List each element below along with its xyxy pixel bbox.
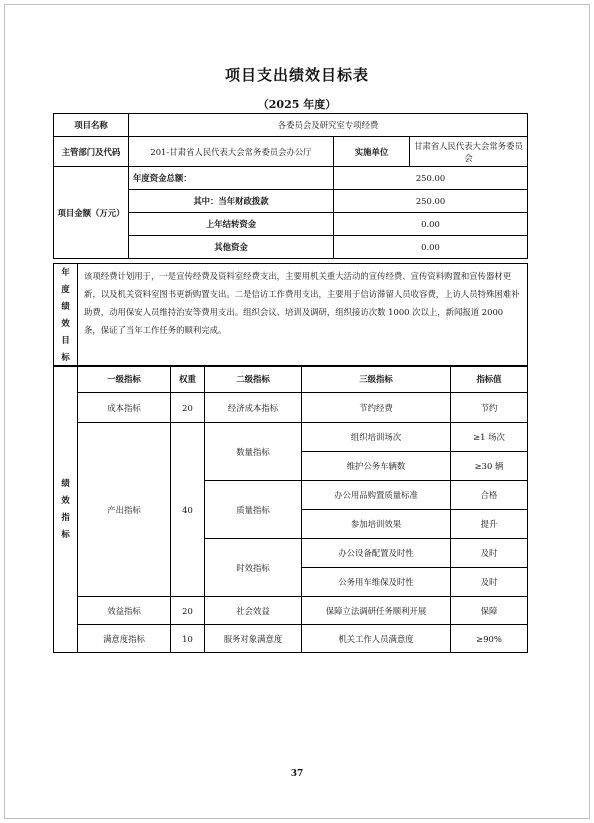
quality-value-2: 提升 [451,510,528,539]
header-l3: 三级指标 [302,366,451,393]
amount-total-label: 年度资金总额： [129,167,334,190]
satisfaction-value: ≥90% [451,625,528,653]
cost-l3: 节约经费 [302,393,451,423]
year-label: （2025 年度） [257,98,337,111]
benefit-l3: 保障立法调研任务顺利开展 [302,597,451,625]
amount-label: 项目金额（万元） [54,167,129,259]
cost-l1: 成本指标 [78,393,171,423]
project-name-value: 各委员会及研究室专项经费 [129,114,528,137]
qty-value-1: ≥1 场次 [451,423,528,452]
benefit-l2: 社会效益 [205,597,302,625]
goal-label-char: 绩 [61,301,70,311]
amount-other-label: 其他资金 [129,236,334,259]
indicator-table [53,365,528,653]
quality-l2: 质量指标 [205,481,302,539]
qty-l3-1: 组织培训场次 [302,423,451,452]
header-l2: 二级指标 [205,366,302,393]
goal-label-char: 标 [61,352,70,362]
amount-carryover-label: 上年结转资金 [129,213,334,236]
benefit-weight: 20 [171,597,205,625]
satisfaction-l2: 服务对象满意度 [205,625,302,653]
quality-value-1: 合格 [451,481,528,510]
qty-l3-2: 维护公务车辆数 [302,452,451,481]
time-value-2: 及时 [451,568,528,597]
goal-table [53,263,528,367]
header-weight: 权重 [171,366,205,393]
info-table [53,113,528,259]
goal-text: 该项经费计划用于，一是宣传经费及资料室经费支出，主要用机关重大活动的宣传经费、宣传资料购置和宣传器材更新，以及机关资料室图书更新购置支出。二是信访工作费用支出，主要用于信访滞留人员收容费，上访人员特殊困难补助费，动用保安人员维持治安等费用支出。组织会议、培训及调研，组织接访次数 1000 次以上，新闻报道 2000 条，保证了当年工作任务的顺利完成。 [78,264,528,367]
output-l1: 产出指标 [78,423,171,597]
perf-label-char: 绩 [61,478,70,488]
time-l3-1: 办公设备配置及时性 [302,539,451,568]
amount-total-value: 250.00 [334,167,528,190]
perf-label-char: 标 [61,529,70,539]
time-l2: 时效指标 [205,539,302,597]
amount-other-value: 0.00 [334,236,528,259]
amount-fiscal-label: 其中：当年财政拨款 [129,190,334,213]
goal-label-char: 度 [61,284,70,294]
qty-l2: 数量指标 [205,423,302,481]
time-value-1: 及时 [451,539,528,568]
cost-value: 节约 [451,393,528,423]
dept-value: 201-甘肃省人民代表大会常务委员会办公厅 [129,137,334,167]
satisfaction-weight: 10 [171,625,205,653]
amount-fiscal-value: 250.00 [334,190,528,213]
quality-l3-1: 办公用品购置质量标准 [302,481,451,510]
qty-value-2: ≥30 辆 [451,452,528,481]
amount-carryover-value: 0.00 [334,213,528,236]
time-l3-2: 公务用车维保及时性 [302,568,451,597]
goal-label-char: 效 [61,318,70,328]
page-title: 项目支出绩效目标表 [224,66,369,84]
header-l1: 一级指标 [78,366,171,393]
cost-weight: 20 [171,393,205,423]
dept-label: 主管部门及代码 [54,137,129,167]
perf-label [54,366,78,653]
cost-l2: 经济成本指标 [205,393,302,423]
quality-l3-2: 参加培训效果 [302,510,451,539]
header-value: 指标值 [451,366,528,393]
benefit-l1: 效益指标 [78,597,171,625]
benefit-value: 保障 [451,597,528,625]
goal-label-char: 年 [61,267,70,277]
perf-label-char: 效 [61,495,70,505]
project-name-label: 项目名称 [54,114,129,137]
impl-value: 甘肃省人民代表大会常务委员会 [410,137,528,167]
perf-label-char: 指 [61,512,70,522]
impl-label: 实施单位 [334,137,410,167]
goal-label [54,264,78,367]
goal-label-char: 目 [61,335,70,345]
output-weight: 40 [171,423,205,597]
page-number: 37 [290,769,304,779]
satisfaction-l3: 机关工作人员满意度 [302,625,451,653]
satisfaction-l1: 满意度指标 [78,625,171,653]
